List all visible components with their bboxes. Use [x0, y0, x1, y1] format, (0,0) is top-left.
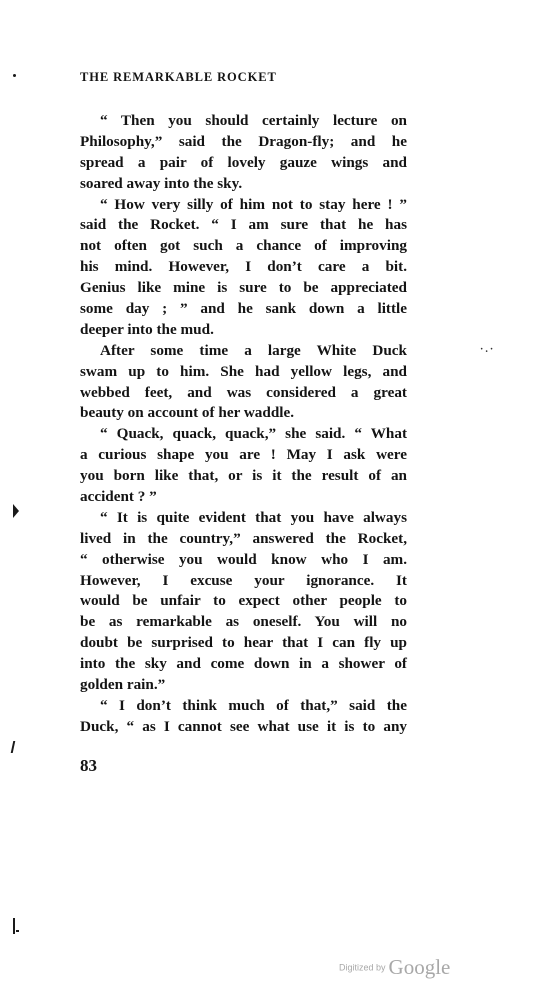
text-line: “ otherwise you would know who I am. [80, 550, 407, 568]
text-line: “ Quack, quack, quack,” she said. “ What [100, 425, 407, 443]
text-line: his mind. However, I don’t care a bit. [80, 258, 407, 276]
text-line: golden rain.” [80, 676, 166, 694]
text-line: “ I don’t think much of that,” said the [100, 696, 407, 714]
text-line: soared away into the sky. [80, 174, 243, 192]
google-logo: Google [388, 955, 451, 979]
text-line: be as remarkable as oneself. You will no [80, 613, 407, 631]
text-line: doubt be surprised to hear that I can fly up [80, 634, 407, 652]
text-line: Philosophy,” said the Dragon-fly; and he [80, 132, 407, 150]
digitized-watermark [339, 955, 450, 980]
text-line: spread a pair of lovely gauze wings and [80, 153, 407, 171]
text-line: Genius like mine is sure to be appreciated [80, 279, 407, 297]
scan-speck [13, 504, 19, 518]
text-line: Duck, “ as I cannot see what use it is to any [80, 717, 407, 735]
text-line: webbed feet, and was considered a great [80, 383, 407, 401]
text-line: “ How very silly of him not to stay here ! ” [100, 195, 407, 213]
watermark-prefix: Digitized by [339, 962, 386, 973]
text-line: beauty on account of her waddle. [80, 404, 295, 422]
scan-speck [13, 918, 15, 934]
text-line: accident ? ” [80, 488, 157, 506]
text-line: would be unfair to expect other people to [80, 592, 407, 610]
text-line: not often got such a chance of improving [80, 237, 407, 255]
running-head: THE REMARKABLE ROCKET [80, 70, 277, 84]
text-line: lived in the country,” answered the Rocket, [80, 529, 407, 547]
text-line: you born like that, or is it the result of an [80, 467, 407, 485]
text-line: However, I excuse your ignorance. It [80, 571, 407, 589]
body-text [80, 111, 407, 738]
text-line: said the Rocket. “ I am sure that he has [80, 216, 407, 234]
text-line: some day ; ” and he sank down a little [80, 300, 407, 318]
scan-speck: ·.· [480, 344, 496, 355]
scan-speck [16, 930, 19, 932]
text-line: swam up to him. She had yellow legs, and [80, 362, 407, 380]
text-line: a curious shape you are ! May I ask were [80, 446, 407, 464]
scan-speck [11, 741, 16, 753]
text-line: After some time a large White Duck [100, 341, 407, 359]
text-line: into the sky and come down in a shower of [80, 655, 407, 673]
text-line: “ Then you should certainly lecture on [100, 112, 407, 129]
page-number: 83 [80, 756, 97, 775]
text-line: “ It is quite evident that you have always [100, 508, 407, 526]
scan-speck [13, 74, 16, 77]
text-line: deeper into the mud. [80, 320, 214, 338]
